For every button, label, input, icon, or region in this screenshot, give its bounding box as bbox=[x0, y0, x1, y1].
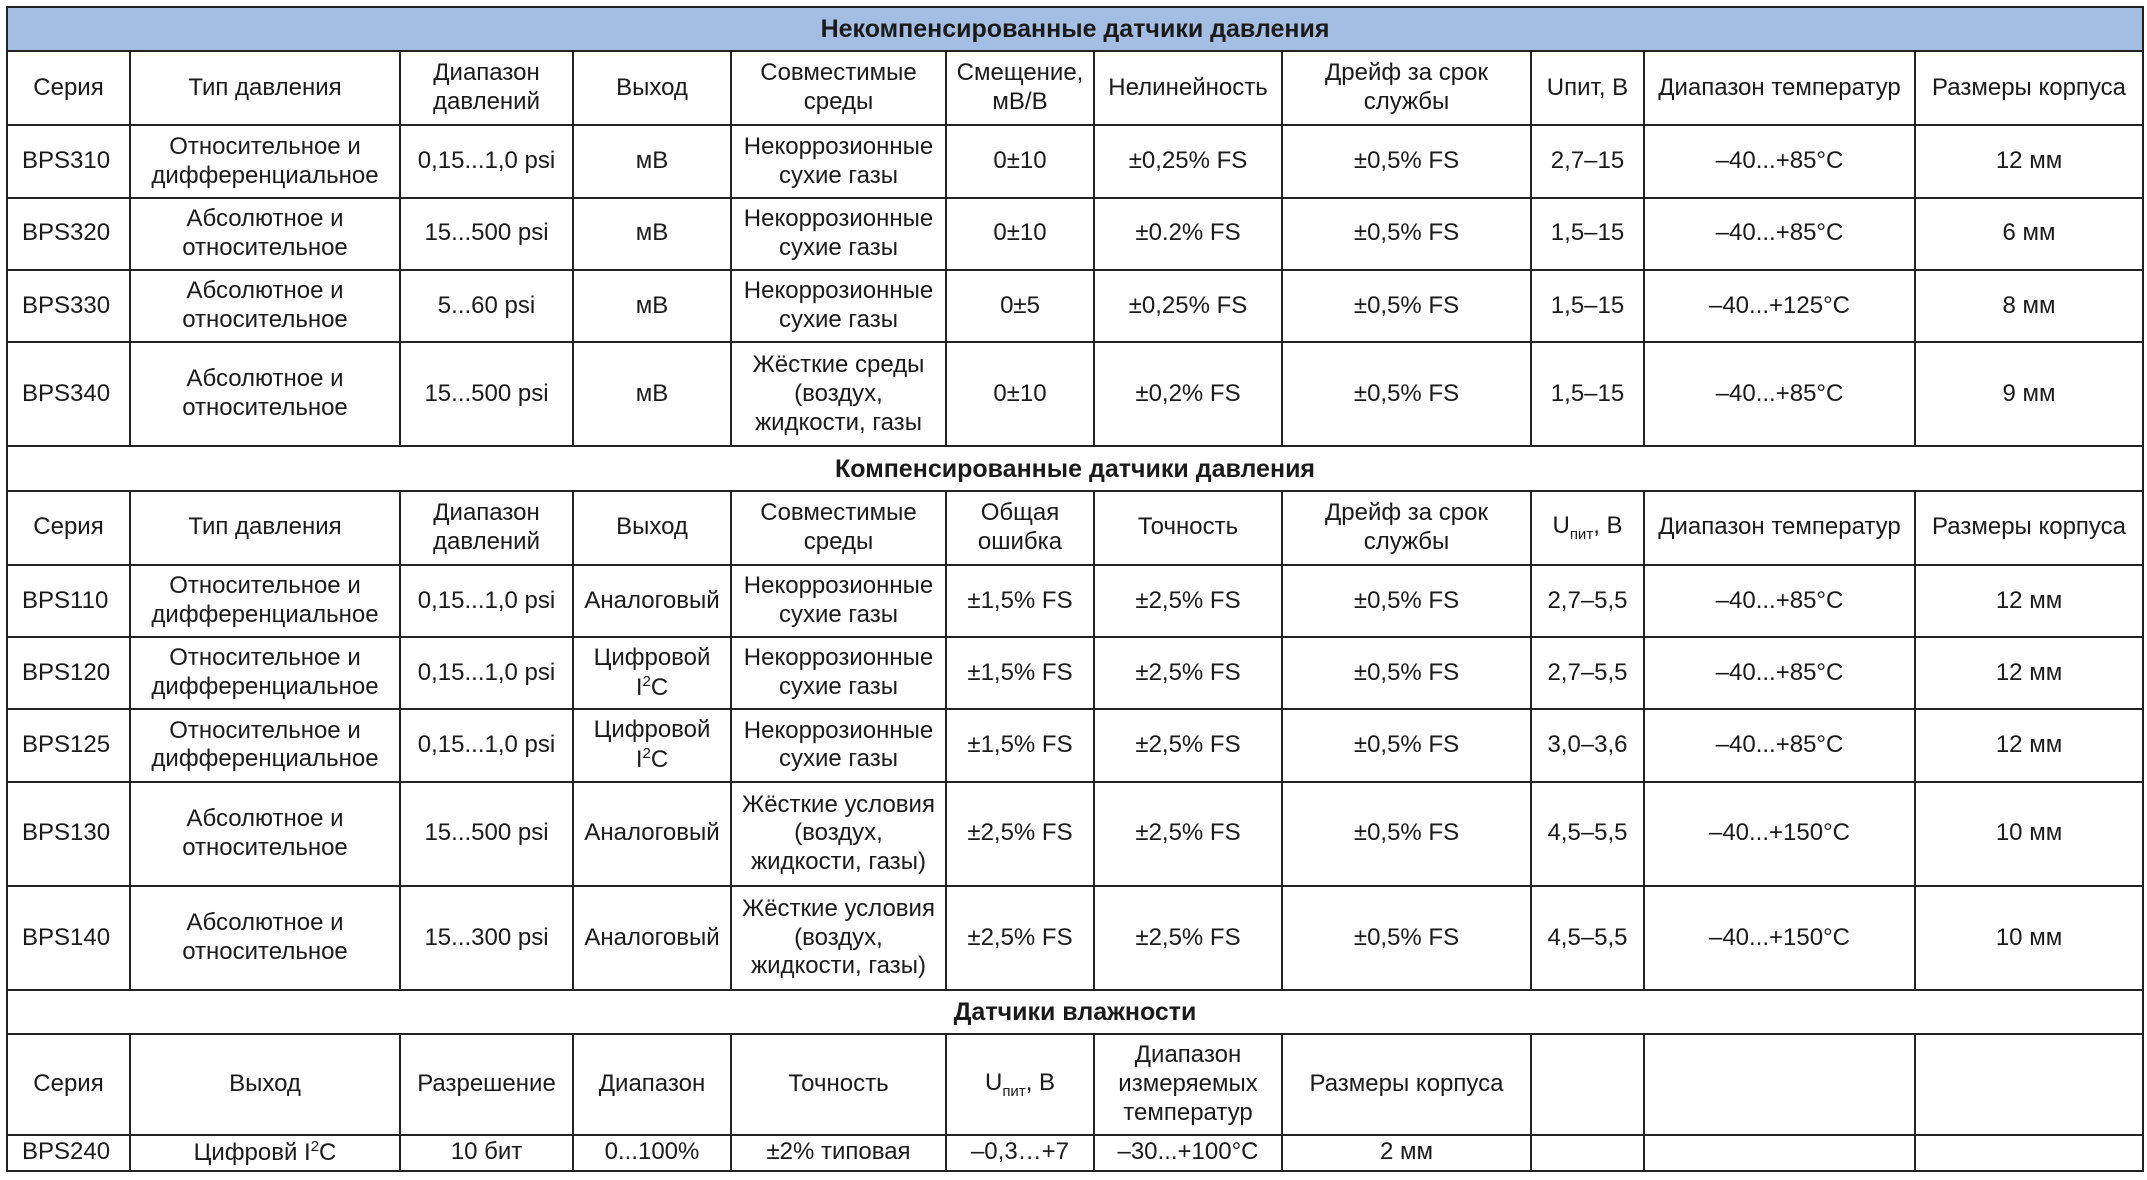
table-cell: ±1,5% FS bbox=[946, 637, 1094, 709]
table-cell: BPS120 bbox=[7, 637, 130, 709]
table-cell: 1,5–15 bbox=[1531, 198, 1644, 270]
table-cell: 12 мм bbox=[1915, 565, 2143, 637]
column-header: Смещение, мВ/В bbox=[946, 51, 1094, 125]
table-cell: 10 мм bbox=[1915, 886, 2143, 990]
table-cell: ±2,5% FS bbox=[1094, 886, 1282, 990]
column-header: Размеры корпуса bbox=[1915, 491, 2143, 565]
table-cell: –40...+85°С bbox=[1644, 125, 1915, 197]
table-cell: Жёсткие условия (воздух, жидкости, газы) bbox=[731, 886, 946, 990]
table-cell: ±0,2% FS bbox=[1094, 342, 1282, 446]
table-cell: 15...500 psi bbox=[400, 782, 573, 886]
sensor-spec-table bbox=[6, 6, 2144, 1172]
table-cell: 8 мм bbox=[1915, 270, 2143, 342]
table-row bbox=[7, 198, 2143, 270]
column-header: Совместимые среды bbox=[731, 51, 946, 125]
table-cell: ±0,5% FS bbox=[1282, 270, 1531, 342]
table-cell: 12 мм bbox=[1915, 637, 2143, 709]
table-cell: BPS140 bbox=[7, 886, 130, 990]
table-cell: 0,15...1,0 psi bbox=[400, 709, 573, 781]
table-cell: –40...+150°С bbox=[1644, 782, 1915, 886]
column-header: Серия bbox=[7, 1034, 130, 1134]
table-cell: ±2,5% FS bbox=[946, 782, 1094, 886]
table-cell: 0±5 bbox=[946, 270, 1094, 342]
table-cell: BPS130 bbox=[7, 782, 130, 886]
table-row bbox=[7, 270, 2143, 342]
table-cell: –40...+85°С bbox=[1644, 637, 1915, 709]
table-cell: Аналоговый bbox=[573, 886, 731, 990]
table-cell: Жёсткие условия (воздух, жидкости, газы) bbox=[731, 782, 946, 886]
table-cell: ±2,5% FS bbox=[1094, 637, 1282, 709]
table-cell: мВ bbox=[573, 198, 731, 270]
column-header: Выход bbox=[573, 491, 731, 565]
table-cell: Относительное и дифференциальное bbox=[130, 709, 400, 781]
output-i: I bbox=[635, 673, 643, 701]
column-header: Uпит, В bbox=[1531, 51, 1644, 125]
voltage-subscript: пит bbox=[1569, 525, 1594, 543]
table-cell: 0±10 bbox=[946, 342, 1094, 446]
size-cell: 2 мм bbox=[1282, 1135, 1531, 1171]
table-cell: ±2,5% FS bbox=[1094, 709, 1282, 781]
table-cell: 1,5–15 bbox=[1531, 270, 1644, 342]
table-row bbox=[7, 565, 2143, 637]
table-cell: BPS125 bbox=[7, 709, 130, 781]
table-row bbox=[7, 125, 2143, 197]
table-cell: 2,7–5,5 bbox=[1531, 565, 1644, 637]
header-row bbox=[7, 491, 2143, 565]
empty-cell bbox=[1644, 1034, 1915, 1134]
column-header: Дрейф за срок службы bbox=[1282, 51, 1531, 125]
table-cell: 10 мм bbox=[1915, 782, 2143, 886]
empty-cell bbox=[1915, 1034, 2143, 1134]
output-sup: 2 bbox=[642, 744, 651, 762]
table-cell: 0±10 bbox=[946, 198, 1094, 270]
table-cell: Некоррозионные сухие газы bbox=[731, 198, 946, 270]
temp_range-cell: –30...+100°С bbox=[1094, 1135, 1282, 1171]
column-header: Общая ошибка bbox=[946, 491, 1094, 565]
table-cell: ±0,25% FS bbox=[1094, 125, 1282, 197]
column-header: Дрейф за срок службы bbox=[1282, 491, 1531, 565]
voltage-subscript: пит bbox=[1002, 1082, 1026, 1100]
table-cell: ±2,5% FS bbox=[1094, 782, 1282, 886]
output-sup: 2 bbox=[310, 1137, 320, 1155]
table-cell: 2,7–5,5 bbox=[1531, 637, 1644, 709]
output-c: C bbox=[319, 1138, 337, 1166]
output-cell bbox=[573, 637, 731, 709]
section-title-row bbox=[7, 990, 2143, 1034]
column-header: Точность bbox=[1094, 491, 1282, 565]
table-cell: Абсолютное и относительное bbox=[130, 342, 400, 446]
table-cell: BPS320 bbox=[7, 198, 130, 270]
table-cell: ±0,5% FS bbox=[1282, 886, 1531, 990]
table-cell: Некоррозионные сухие газы bbox=[731, 637, 946, 709]
table-row bbox=[7, 886, 2143, 990]
table-cell: Абсолютное и относительное bbox=[130, 782, 400, 886]
empty-cell bbox=[1644, 1135, 1915, 1171]
table-cell: BPS110 bbox=[7, 565, 130, 637]
table-row bbox=[7, 637, 2143, 709]
table-cell: 3,0–3,6 bbox=[1531, 709, 1644, 781]
column-header: Диапазон давлений bbox=[400, 51, 573, 125]
table-row bbox=[7, 709, 2143, 781]
table-cell: ±0,5% FS bbox=[1282, 782, 1531, 886]
column-header: Тип давления bbox=[130, 51, 400, 125]
output-c: C bbox=[650, 745, 669, 773]
table-cell: ±1,5% FS bbox=[946, 565, 1094, 637]
table-cell: ±0,5% FS bbox=[1282, 565, 1531, 637]
table-cell: 15...500 psi bbox=[400, 198, 573, 270]
table-cell: BPS310 bbox=[7, 125, 130, 197]
output-cell bbox=[130, 1135, 400, 1171]
table-cell: Абсолютное и относительное bbox=[130, 270, 400, 342]
section-title: Датчики влажности bbox=[7, 990, 2143, 1034]
table-cell: –40...+85°С bbox=[1644, 565, 1915, 637]
empty-cell bbox=[1531, 1034, 1644, 1134]
table-cell: 12 мм bbox=[1915, 709, 2143, 781]
table-cell: Некоррозионные сухие газы bbox=[731, 125, 946, 197]
voltage-cell: –0,3…+7 bbox=[946, 1135, 1094, 1171]
table-cell: 12 мм bbox=[1915, 125, 2143, 197]
empty-cell bbox=[1915, 1135, 2143, 1171]
table-cell: ±0,5% FS bbox=[1282, 709, 1531, 781]
table-cell: ±0,5% FS bbox=[1282, 125, 1531, 197]
output-i: I bbox=[635, 745, 643, 773]
table-cell: 15...500 psi bbox=[400, 342, 573, 446]
table-cell: Абсолютное и относительное bbox=[130, 886, 400, 990]
table-cell: 0,15...1,0 psi bbox=[400, 565, 573, 637]
table-cell: –40...+85°С bbox=[1644, 342, 1915, 446]
table-row bbox=[7, 782, 2143, 886]
table-cell: ±0,25% FS bbox=[1094, 270, 1282, 342]
header-row bbox=[7, 1034, 2143, 1134]
table-cell: Абсолютное и относительное bbox=[130, 198, 400, 270]
table-cell: ±0.2% FS bbox=[1094, 198, 1282, 270]
column-header: Выход bbox=[573, 51, 731, 125]
voltage-symbol: U bbox=[984, 1068, 1003, 1096]
table-cell: мВ bbox=[573, 125, 731, 197]
table-cell: 0±10 bbox=[946, 125, 1094, 197]
column-header: Диапазон давлений bbox=[400, 491, 573, 565]
table-cell: Некоррозионные сухие газы bbox=[731, 709, 946, 781]
table-cell: ±0,5% FS bbox=[1282, 342, 1531, 446]
column-header: Диапазон bbox=[573, 1034, 731, 1134]
table-cell: 15...300 psi bbox=[400, 886, 573, 990]
output-sup: 2 bbox=[642, 672, 651, 690]
accuracy-cell: ±2% типовая bbox=[731, 1135, 946, 1171]
column-header: Разрешение bbox=[400, 1034, 573, 1134]
table-cell: ±1,5% FS bbox=[946, 709, 1094, 781]
column-header: Диапазон температур bbox=[1644, 491, 1915, 565]
table-cell: 4,5–5,5 bbox=[1531, 886, 1644, 990]
table-cell: ±2,5% FS bbox=[946, 886, 1094, 990]
table-cell: 4,5–5,5 bbox=[1531, 782, 1644, 886]
output-cell bbox=[573, 709, 731, 781]
voltage-symbol: U bbox=[1552, 511, 1570, 539]
table-cell: Относительное и дифференциальное bbox=[130, 565, 400, 637]
table-cell: ±0,5% FS bbox=[1282, 637, 1531, 709]
column-header: Диапазон температур bbox=[1644, 51, 1915, 125]
table-cell: –40...+85°С bbox=[1644, 198, 1915, 270]
column-header: Серия bbox=[7, 491, 130, 565]
output-word: Цифровой bbox=[593, 643, 711, 671]
section-title: Некомпенсированные датчики давления bbox=[7, 7, 2143, 51]
table-cell: 0,15...1,0 psi bbox=[400, 637, 573, 709]
table-row bbox=[7, 342, 2143, 446]
table-cell: мВ bbox=[573, 270, 731, 342]
voltage-unit: , В bbox=[1025, 1068, 1056, 1096]
range-cell: 0...100% bbox=[573, 1135, 731, 1171]
table-cell: BPS330 bbox=[7, 270, 130, 342]
table-cell: –40...+125°С bbox=[1644, 270, 1915, 342]
column-header bbox=[946, 1034, 1094, 1134]
series-cell: BPS240 bbox=[7, 1135, 130, 1171]
column-header: Нелинейность bbox=[1094, 51, 1282, 125]
output-c: C bbox=[650, 673, 669, 701]
table-cell: ±2,5% FS bbox=[1094, 565, 1282, 637]
section-title: Компенсированные датчики давления bbox=[7, 446, 2143, 490]
table-cell: Некоррозионные сухие газы bbox=[731, 565, 946, 637]
table-row bbox=[7, 1135, 2143, 1171]
voltage-unit: , В bbox=[1593, 511, 1623, 539]
section-title-row bbox=[7, 446, 2143, 490]
table-cell: Аналоговый bbox=[573, 565, 731, 637]
column-header: Размеры корпуса bbox=[1915, 51, 2143, 125]
table-cell: Аналоговый bbox=[573, 782, 731, 886]
table-cell: мВ bbox=[573, 342, 731, 446]
table-cell: Некоррозионные сухие газы bbox=[731, 270, 946, 342]
table-cell: 9 мм bbox=[1915, 342, 2143, 446]
table-cell: 1,5–15 bbox=[1531, 342, 1644, 446]
output-word: Цифровой bbox=[593, 716, 711, 744]
output-word: Цифровй I bbox=[193, 1138, 311, 1166]
table-cell: Жёсткие среды (воздух, жидкости, газы bbox=[731, 342, 946, 446]
table-cell: Относительное и дифференциальное bbox=[130, 637, 400, 709]
table-cell: 2,7–15 bbox=[1531, 125, 1644, 197]
column-header: Совместимые среды bbox=[731, 491, 946, 565]
column-header bbox=[1531, 491, 1644, 565]
table-cell: –40...+85°С bbox=[1644, 709, 1915, 781]
column-header: Точность bbox=[731, 1034, 946, 1134]
column-header: Диапазон измеряемых температур bbox=[1094, 1034, 1282, 1134]
table-cell: –40...+150°С bbox=[1644, 886, 1915, 990]
empty-cell bbox=[1531, 1135, 1644, 1171]
table-cell: BPS340 bbox=[7, 342, 130, 446]
header-row bbox=[7, 51, 2143, 125]
resolution-cell: 10 бит bbox=[400, 1135, 573, 1171]
table-cell: 0,15...1,0 psi bbox=[400, 125, 573, 197]
table-cell: ±0,5% FS bbox=[1282, 198, 1531, 270]
section-title-row bbox=[7, 7, 2143, 51]
table-cell: 5...60 psi bbox=[400, 270, 573, 342]
column-header: Серия bbox=[7, 51, 130, 125]
column-header: Размеры корпуса bbox=[1282, 1034, 1531, 1134]
table-cell: 6 мм bbox=[1915, 198, 2143, 270]
column-header: Тип давления bbox=[130, 491, 400, 565]
table-cell: Относительное и дифференциальное bbox=[130, 125, 400, 197]
column-header: Выход bbox=[130, 1034, 400, 1134]
